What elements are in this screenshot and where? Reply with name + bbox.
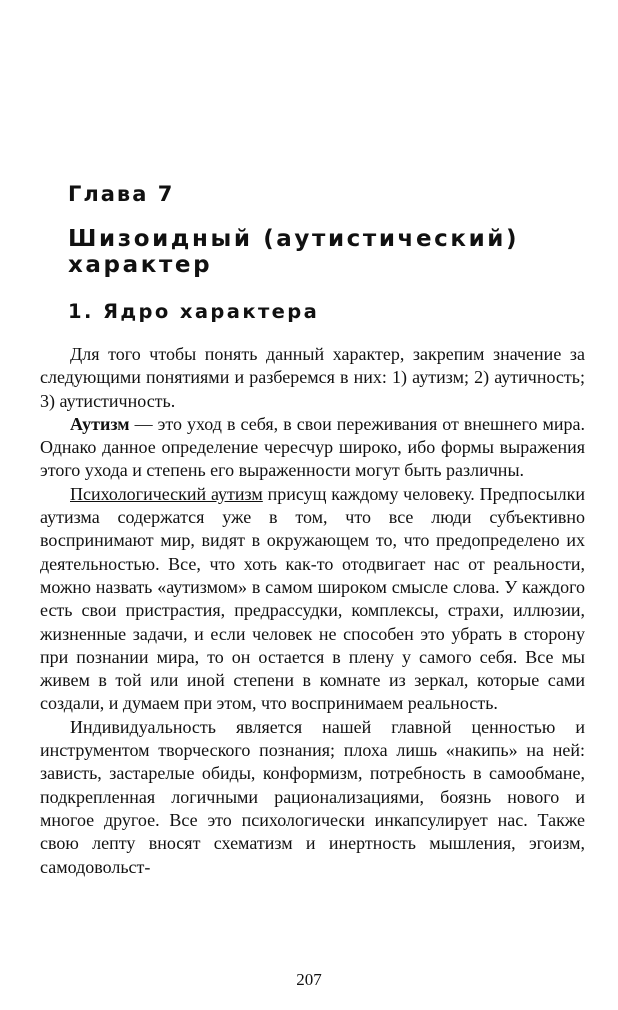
paragraph-3 (40, 483, 585, 716)
term-autism: Аутизм (70, 413, 130, 434)
paragraph-4 (40, 716, 585, 879)
paragraph-2-text: — это уход в себя, в свои переживания от внешнего мира. Однако данное определение чересчур широко, ибо формы выражения этого ухода и степень его выраженности могут быть различны. (40, 413, 585, 481)
paragraph-4-text: Индивидуальность является нашей главной ценностью и инструментом творческого познания; плоха лишь «накипь» на ней: зависть, застарелые обиды, конформизм, потребность в самообмане, подкрепленная логичными рационализациями, боязнь нового и многое другое. Все это психологически инкапсулирует нас. Также свою лепту вносят схематизм и инертность мышления, эгоизм, самодовольст- (40, 716, 585, 877)
section-title: 1. Ядро характера (68, 300, 320, 323)
chapter-label: Глава 7 (68, 182, 175, 206)
paragraph-1-text: Для того чтобы понять данный характер, закрепим значение за следующими понятиями и разберемся в них: 1) аутизм; 2) аутичность; 3) аутистичность. (40, 344, 585, 411)
term-psychological-autism: Психологический аутизм (70, 483, 263, 504)
page-number: 207 (296, 970, 322, 989)
paragraph-1 (40, 343, 585, 413)
chapter-title: Шизоидный (аутистический) характер (68, 226, 520, 278)
body-text (40, 343, 585, 879)
paragraph-3-text: присущ каждому человеку. Предпосылки аутизма содержатся уже в том, что все люди субъективно воспринимают мир, видят в окружающем то, что предопределено их деятельностью. Все, что хоть как-то отодвигает нас от реальности, можно назвать «аутизмом» в самом широком смысле слова. У каждого есть свои пристрастия, предрассудки, комплексы, страхи, иллюзии, жизненные задачи, и если человек не способен это убрать в сторону при познании мира, то он остается в плену у самого себя. Все мы живем в той или иной степени в комнате из зеркал, которые сами создали, и думаем при этом, что воспринимаем реальность. (40, 483, 585, 714)
paragraph-2 (40, 413, 585, 483)
